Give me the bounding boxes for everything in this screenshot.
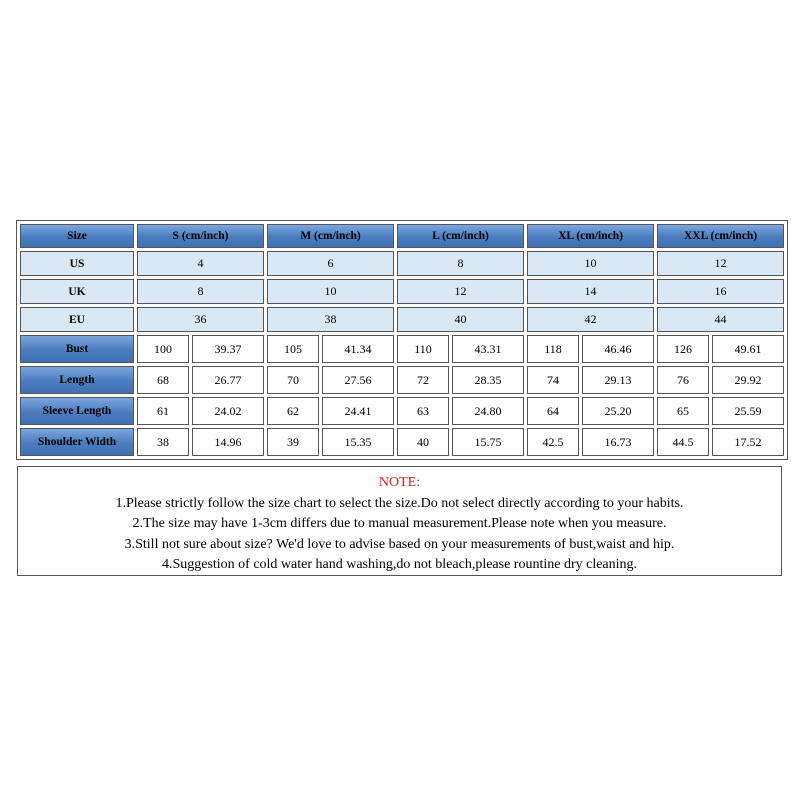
size-l-header: L (cm/inch) — [397, 224, 524, 248]
inch-cell: 43.31 — [452, 335, 524, 363]
note-line-4: 4.Suggestion of cold water hand washing,do not bleach,please rountine dry cleaning. — [161, 557, 638, 572]
size-s-header: S (cm/inch) — [137, 224, 264, 248]
table-cell: 14 — [527, 279, 654, 304]
inch-cell: 17.52 — [712, 428, 784, 456]
table-cell: 6 — [267, 251, 394, 276]
notes-box — [17, 466, 782, 576]
table-row-bust — [20, 335, 784, 363]
table-row-sleeve-length — [20, 397, 784, 425]
size-m-header: M (cm/inch) — [267, 224, 394, 248]
size-header-cell: Size — [20, 224, 134, 248]
cm-cell: 110 — [397, 335, 449, 363]
table-row-length — [20, 366, 784, 394]
cm-cell: 72 — [397, 366, 449, 394]
inch-cell: 16.73 — [582, 428, 654, 456]
table-cell: 12 — [657, 251, 784, 276]
table-cell: 8 — [397, 251, 524, 276]
table-cell: 38 — [267, 307, 394, 332]
note-line-1: 1.Please strictly follow the size chart to select the size.Do not select directly according to your habits. — [115, 495, 684, 511]
size-xxl-header: XXL (cm/inch) — [657, 224, 784, 248]
cm-cell: 62 — [267, 397, 319, 425]
table-cell: 12 — [397, 279, 524, 304]
inch-cell: 25.20 — [582, 397, 654, 425]
row-label: US — [20, 251, 134, 276]
note-line-3: 3.Still not sure about size? We'd love to advise based on your measurements of bust,waist and hip. — [124, 536, 675, 552]
table-cell: 16 — [657, 279, 784, 304]
table-cell: 40 — [397, 307, 524, 332]
row-label: Length — [20, 366, 134, 394]
cm-cell: 76 — [657, 366, 709, 394]
table-cell: 36 — [137, 307, 264, 332]
cm-cell: 64 — [527, 397, 579, 425]
cm-cell: 118 — [527, 335, 579, 363]
row-label: EU — [20, 307, 134, 332]
inch-cell: 24.02 — [192, 397, 264, 425]
cm-cell: 44.5 — [657, 428, 709, 456]
cm-cell: 105 — [267, 335, 319, 363]
row-label: Bust — [20, 335, 134, 363]
cm-cell: 126 — [657, 335, 709, 363]
table-cell: 42 — [527, 307, 654, 332]
header-row — [20, 224, 784, 248]
cm-cell: 40 — [397, 428, 449, 456]
table-cell: 4 — [137, 251, 264, 276]
row-label: Shoulder Width — [20, 428, 134, 456]
cm-cell: 63 — [397, 397, 449, 425]
cm-cell: 65 — [657, 397, 709, 425]
note-title: NOTE: — [378, 475, 421, 490]
cm-cell: 61 — [137, 397, 189, 425]
cm-cell: 39 — [267, 428, 319, 456]
row-label: Sleeve Length — [20, 397, 134, 425]
cm-cell: 70 — [267, 366, 319, 394]
cm-cell: 68 — [137, 366, 189, 394]
inch-cell: 26.77 — [192, 366, 264, 394]
table-row-us — [20, 251, 784, 276]
table-cell: 8 — [137, 279, 264, 304]
inch-cell: 49.61 — [712, 335, 784, 363]
table-row-eu — [20, 307, 784, 332]
size-xl-header: XL (cm/inch) — [527, 224, 654, 248]
table-cell: 44 — [657, 307, 784, 332]
inch-cell: 27.56 — [322, 366, 394, 394]
cm-cell: 42.5 — [527, 428, 579, 456]
cm-cell: 74 — [527, 366, 579, 394]
inch-cell: 39.37 — [192, 335, 264, 363]
table-cell: 10 — [267, 279, 394, 304]
inch-cell: 29.92 — [712, 366, 784, 394]
inch-cell: 15.35 — [322, 428, 394, 456]
inch-cell: 41.34 — [322, 335, 394, 363]
cm-cell: 100 — [137, 335, 189, 363]
cm-cell: 38 — [137, 428, 189, 456]
inch-cell: 25.59 — [712, 397, 784, 425]
table-cell: 10 — [527, 251, 654, 276]
inch-cell: 29.13 — [582, 366, 654, 394]
inch-cell: 24.41 — [322, 397, 394, 425]
table-row-uk — [20, 279, 784, 304]
inch-cell: 14.96 — [192, 428, 264, 456]
inch-cell: 15.75 — [452, 428, 524, 456]
inch-cell: 28.35 — [452, 366, 524, 394]
row-label: UK — [20, 279, 134, 304]
note-line-2: 2.The size may have 1-3cm differs due to manual measurement.Please note when you measure. — [132, 516, 667, 531]
table-row-shoulder-width — [20, 428, 784, 456]
inch-cell: 46.46 — [582, 335, 654, 363]
size-chart-table — [16, 220, 788, 460]
inch-cell: 24.80 — [452, 397, 524, 425]
